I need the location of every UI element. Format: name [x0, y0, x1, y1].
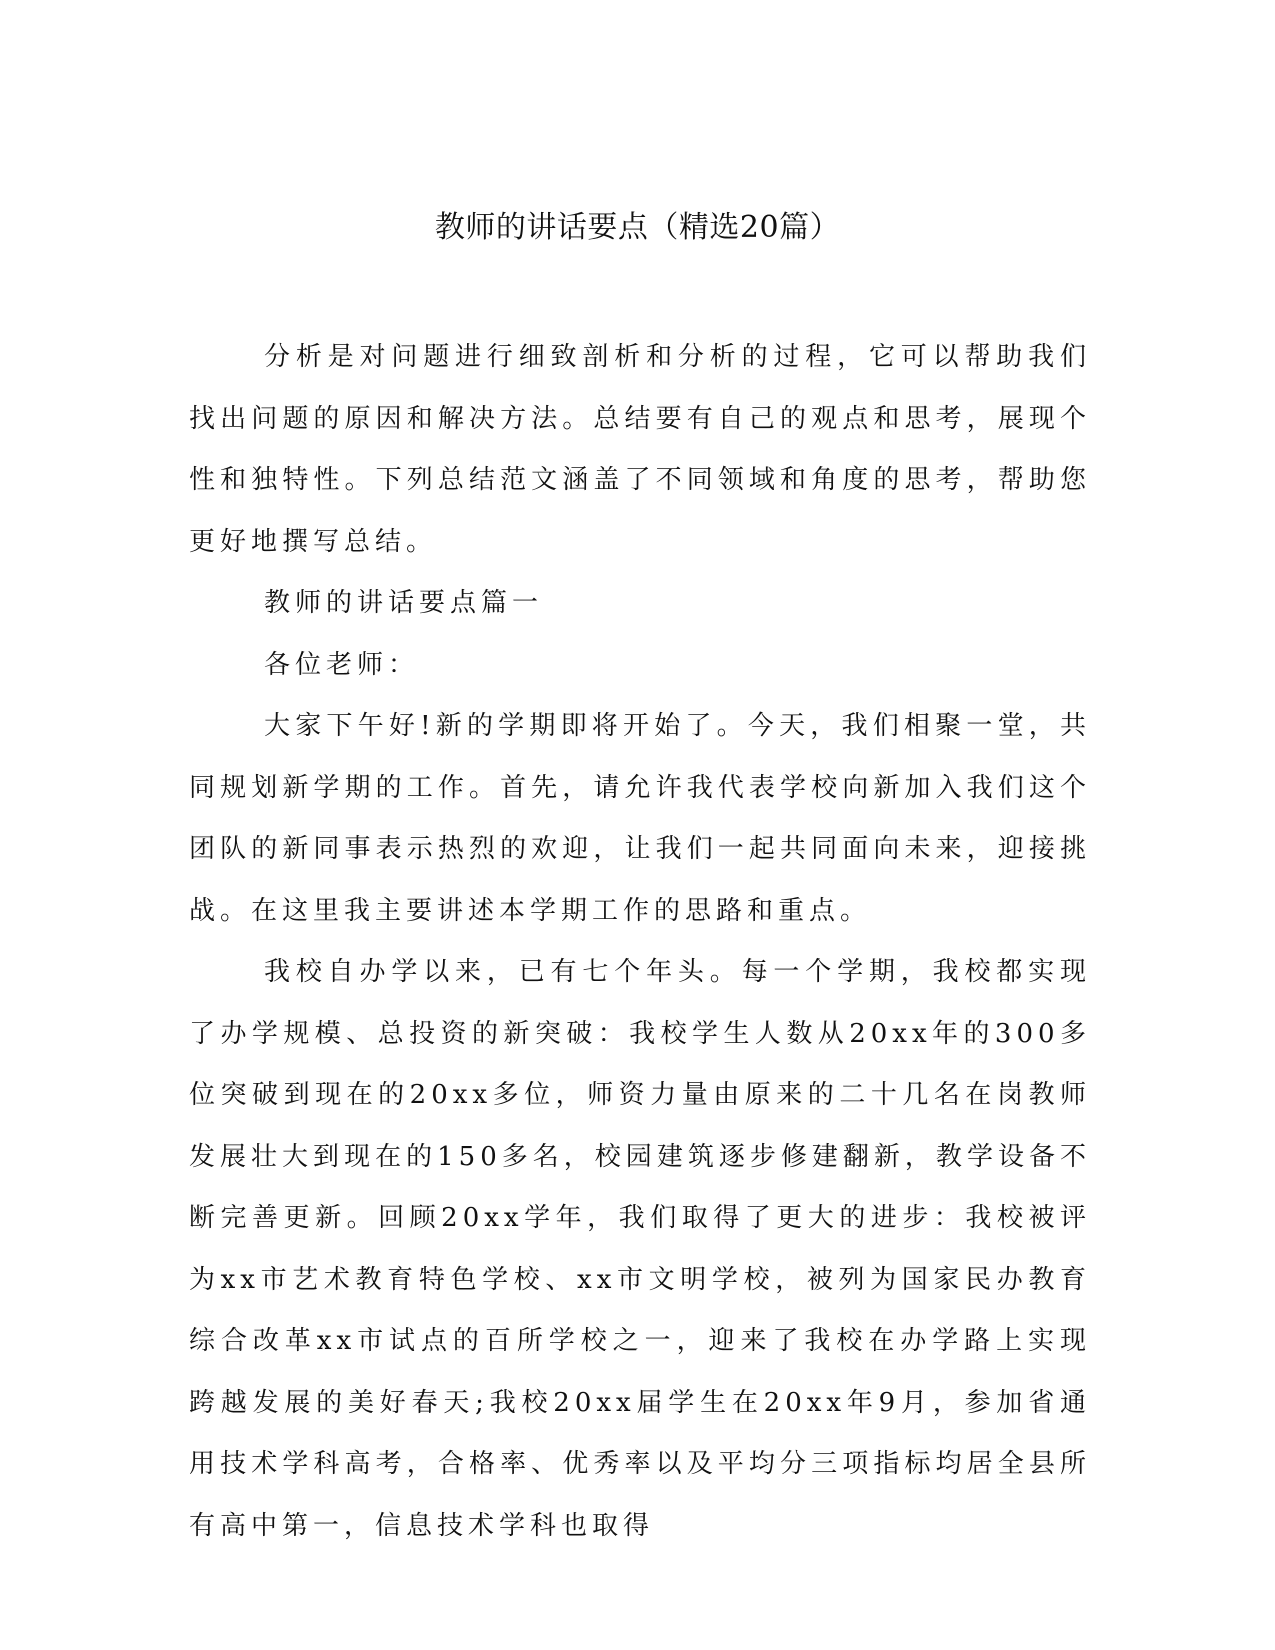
body-paragraph: 我校自办学以来，已有七个年头。每一个学期，我校都实现了办学规模、总投资的新突破：我校学生人数从20xx年的300多位突破到现在的20xx多位，师资力量由原来的二十几名在岗教师发展壮大到现在的150多名，校园建筑逐步修建翻新，教学设备不断完善更新。回顾20xx学年，我们取得了更大的进步：我校被评为xx市艺术教育特色学校、xx市文明学校，被列为国家民办教育综合改革xx市试点的百所学校之一，迎来了我校在办学路上实现跨越发展的美好春天;我校20xx届学生在20xx年9月，参加省通用技术学科高考，合格率、优秀率以及平均分三项指标均居全县所有高中第一，信息技术学科也取得 [189, 957, 1091, 1541]
document-body [189, 327, 1091, 1557]
section-heading: 教师的讲话要点篇一 [264, 588, 544, 618]
intro-paragraph: 分析是对问题进行细致剖析和分析的过程，它可以帮助我们找出问题的原因和解决方法。总结要有自己的观点和思考，展现个性和独特性。下列总结范文涵盖了不同领域和角度的思考，帮助您更好地撰写总结。 [189, 342, 1091, 557]
body-paragraph: 大家下午好!新的学期即将开始了。今天，我们相聚一堂，共同规划新学期的工作。首先，请允许我代表学校向新加入我们这个团队的新同事表示热烈的欢迎，让我们一起共同面向未来，迎接挑战。在这里我主要讲述本学期工作的思路和重点。 [189, 711, 1091, 926]
document-title: 教师的讲话要点（精选20篇） [434, 210, 841, 245]
salutation: 各位老师： [264, 649, 420, 680]
